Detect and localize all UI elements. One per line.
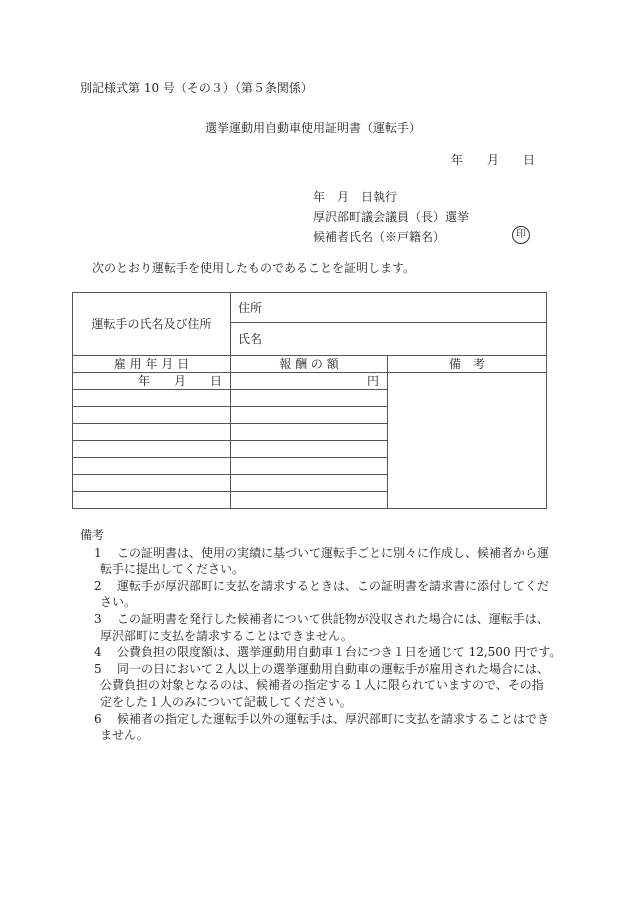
driver-label-cell: 運転手の氏名及び住所	[73, 293, 231, 356]
note-item	[80, 661, 560, 711]
date-cell	[73, 441, 231, 458]
seal-mark: 印	[512, 226, 530, 244]
candidate-name-label: 候補者氏名（※戸籍名）	[313, 230, 446, 244]
election-name: 厚沢部町議会議員（長）選挙	[313, 210, 470, 224]
note-line: この証明書を発行した候補者について供託物が没収された場合には、運転手は、	[117, 611, 549, 626]
notes-section	[80, 527, 560, 744]
note-line: 定をした１人のみについて記載してください。	[100, 694, 352, 709]
amount-cell	[231, 475, 388, 492]
date-cell	[73, 492, 231, 509]
note-number: 1	[94, 545, 102, 560]
name-cell: 氏名	[231, 323, 547, 356]
date-cell	[73, 390, 231, 407]
note-line: ません。	[100, 728, 149, 743]
note-number: 4	[94, 645, 102, 660]
amount-cell	[231, 407, 388, 424]
note-number: 5	[94, 661, 102, 676]
note-line: 公費負担の限度額は、選挙運動用自動車１台につき１日を通じて 12,500 円です。	[117, 645, 562, 660]
document-title: 選挙運動用自動車使用証明書（運転手）	[205, 121, 422, 135]
note-line: 候補者の指定した運転手以外の運転手は、厚沢部町に支払を請求することはでき	[117, 711, 550, 726]
note-line: 同一の日において２人以上の選挙運動用自動車の運転手が雇用された場合には、	[117, 661, 550, 676]
date-cell	[73, 458, 231, 475]
amount-cell	[231, 424, 388, 441]
table-header-row	[73, 356, 547, 373]
note-item	[80, 711, 560, 744]
amount-cell	[231, 458, 388, 475]
note-line: 運転手が厚沢部町に支払を請求するときは、この証明書を請求書に添付してくだ	[117, 578, 550, 593]
date-cell	[73, 424, 231, 441]
note-line: 転手に提出してください。	[100, 562, 245, 577]
certification-statement: 次のとおり運転手を使用したものであることを証明します。	[92, 261, 416, 275]
amount-cell	[231, 441, 388, 458]
header-remarks: 備 考	[388, 356, 547, 373]
note-item	[80, 545, 560, 578]
address-cell: 住所	[231, 293, 547, 323]
note-line: さい。	[100, 595, 137, 610]
note-item	[80, 578, 560, 611]
note-line: 公費負担の対象となるのは、候補者の指定する１人に限られていますので、その指	[100, 678, 544, 693]
date-cell: 年 月 日	[73, 373, 231, 390]
remarks-cell	[388, 373, 547, 509]
note-item	[80, 611, 560, 644]
amount-cell	[231, 492, 388, 509]
amount-cell	[231, 390, 388, 407]
header-employment-date: 雇 用 年 月 日	[73, 356, 231, 373]
note-line: この証明書は、使用の実績に基づいて運転手ごとに別々に作成し、候補者から運	[117, 545, 550, 560]
table-row	[73, 293, 547, 323]
election-held-date: 年 月 日執行	[313, 190, 398, 204]
note-number: 2	[94, 578, 102, 593]
table-row	[73, 373, 547, 390]
note-line: 厚沢部町に支払を請求することはできません。	[100, 628, 353, 643]
form-number: 別記様式第 10 号（その３）（第５条関係）	[80, 81, 313, 95]
note-number: 3	[94, 611, 102, 626]
date-cell	[73, 407, 231, 424]
note-number: 6	[94, 711, 102, 726]
election-block	[313, 187, 469, 247]
driver-usage-table	[72, 292, 547, 509]
note-item	[80, 644, 560, 661]
header-payment-amount: 報 酬 の 額	[231, 356, 388, 373]
issue-date: 年 月 日	[451, 153, 536, 167]
notes-heading: 備考	[80, 528, 105, 542]
amount-cell: 円	[231, 373, 388, 390]
date-cell	[73, 475, 231, 492]
